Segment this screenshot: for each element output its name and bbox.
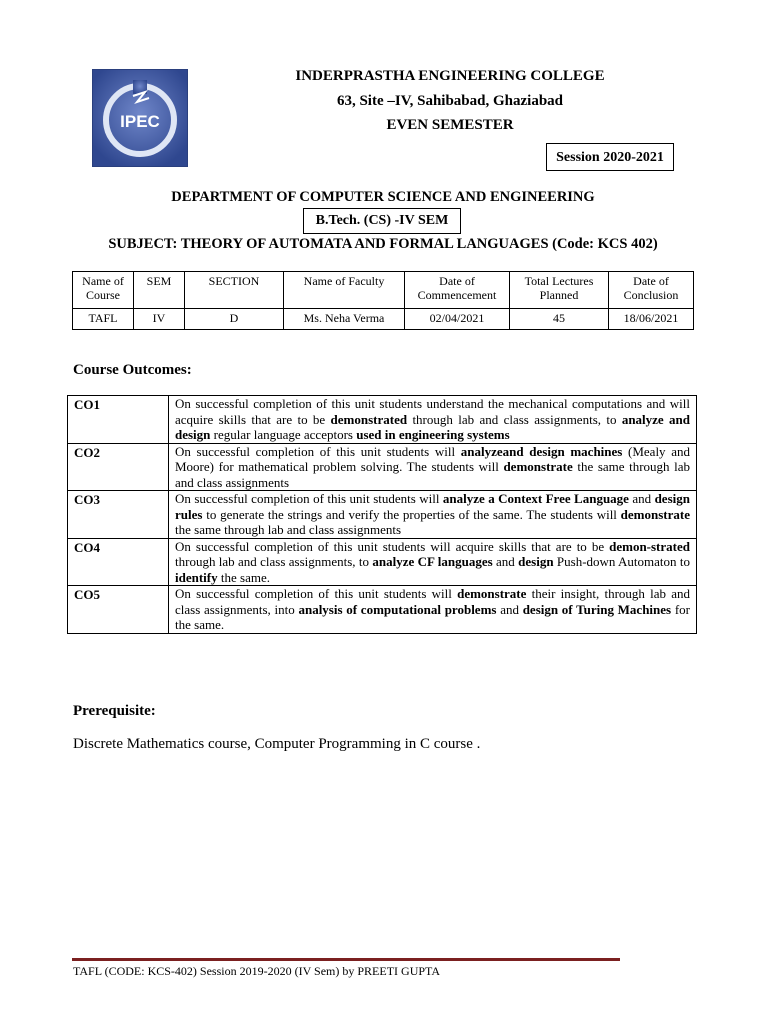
- outcome-code: CO1: [68, 396, 169, 444]
- outcome-text: through lab and class assignments, to: [175, 554, 373, 569]
- outcome-description: [169, 586, 697, 634]
- header-faculty: Name of Faculty: [284, 272, 405, 309]
- course-info-table: [72, 271, 694, 330]
- prerequisite-heading: Prerequisite:: [73, 703, 156, 719]
- outcome-row: [68, 586, 697, 634]
- department-title: DEPARTMENT OF COMPUTER SCIENCE AND ENGINEERING: [171, 189, 595, 205]
- outcome-text: the same through lab and class assignments: [175, 459, 690, 490]
- college-address: 63, Site –IV, Sahibabad, Ghaziabad: [336, 93, 564, 109]
- session-box: Session 2020-2021: [546, 143, 674, 171]
- table-row: [73, 309, 694, 330]
- outcome-text: On successful completion of this unit students will: [175, 443, 461, 459]
- outcome-emphasis: design: [518, 554, 554, 569]
- outcome-text: and: [628, 491, 655, 506]
- outcome-text: Push-down Automaton to: [553, 554, 690, 569]
- table-header-row: [73, 272, 694, 309]
- outcome-emphasis: design rules: [175, 491, 690, 522]
- outcome-emphasis: analyze a Context Free Language: [442, 491, 629, 506]
- outcome-emphasis: analyze and design: [175, 411, 691, 442]
- outcomes-table-body: [68, 396, 697, 634]
- outcomes-heading: Course Outcomes:: [73, 362, 192, 378]
- outcome-text: (Mealy and Moore) for mathematical problem solving. The students will: [175, 443, 690, 474]
- outcome-row: [68, 443, 697, 491]
- cell-lectures: 45: [510, 309, 609, 330]
- outcome-emphasis: demonstrate: [620, 506, 690, 522]
- header-section: SECTION: [185, 272, 284, 309]
- outcome-text: for the same.: [175, 601, 690, 632]
- outcome-code: CO5: [68, 586, 169, 634]
- footer-rule: [72, 958, 620, 961]
- outcome-emphasis: demonstrated: [330, 411, 408, 427]
- header-sem: SEM: [134, 272, 185, 309]
- outcome-emphasis: analyzeand design machines: [460, 443, 623, 459]
- semester-label: EVEN SEMESTER: [386, 117, 514, 133]
- outcome-text: On successful completion of this unit students will: [175, 586, 458, 601]
- outcomes-table: [67, 395, 697, 634]
- outcome-row: [68, 396, 697, 444]
- outcome-description: [169, 491, 697, 539]
- logo-text: IPEC: [120, 112, 160, 131]
- cell-faculty: Ms. Neha Verma: [284, 309, 405, 330]
- outcome-text: regular language acceptors: [210, 427, 357, 442]
- outcome-emphasis: design of Turing Machines: [522, 601, 672, 617]
- cell-section: D: [185, 309, 284, 330]
- outcome-text: On successful completion of this unit students will acquire skills that are to be: [175, 538, 610, 554]
- outcome-text: and: [492, 554, 519, 569]
- outcome-text: and: [496, 601, 523, 617]
- header-commencement: Date of Commencement: [405, 272, 510, 309]
- outcome-text: On successful completion of this unit students understand the mechanical computations and will acquire skills that are to be: [175, 396, 690, 427]
- program-box: B.Tech. (CS) -IV SEM: [303, 208, 461, 234]
- prerequisite-text: Discrete Mathematics course, Computer Programming in C course .: [73, 736, 481, 752]
- cell-course: TAFL: [73, 309, 134, 330]
- outcome-text: the same.: [217, 569, 270, 585]
- outcome-code: CO4: [68, 538, 169, 586]
- outcome-description: [169, 538, 697, 586]
- header-lectures: Total Lectures Planned: [510, 272, 609, 309]
- outcome-emphasis: used in engineering systems: [356, 427, 510, 442]
- outcome-text: the same through lab and class assignments: [175, 522, 402, 537]
- header-course: Name of Course: [73, 272, 134, 309]
- outcome-code: CO3: [68, 491, 169, 539]
- outcome-emphasis: identify: [175, 569, 218, 585]
- outcome-emphasis: analysis of computational problems: [298, 601, 497, 617]
- outcome-text: On successful completion of this unit students will: [175, 491, 443, 506]
- outcome-text: through lab and class assignments, to: [407, 411, 622, 427]
- header-conclusion: Date of Conclusion: [609, 272, 694, 309]
- outcome-emphasis: demon-strated: [609, 538, 690, 554]
- cell-conclusion: 18/06/2021: [609, 309, 694, 330]
- outcome-row: [68, 491, 697, 539]
- outcome-description: [169, 396, 697, 444]
- cell-sem: IV: [134, 309, 185, 330]
- college-logo: [92, 69, 188, 167]
- cell-commencement: 02/04/2021: [405, 309, 510, 330]
- outcome-code: CO2: [68, 443, 169, 491]
- outcome-emphasis: demonstrate: [457, 586, 527, 601]
- outcome-emphasis: demonstrate: [503, 459, 573, 474]
- outcome-emphasis: analyze CF languages: [372, 554, 493, 569]
- footer-text: TAFL (CODE: KCS-402) Session 2019-2020 (IV Sem) by PREETI GUPTA: [73, 964, 441, 978]
- subject-title: SUBJECT: THEORY OF AUTOMATA AND FORMAL LANGUAGES (Code: KCS 402): [108, 236, 658, 252]
- outcome-description: [169, 443, 697, 491]
- outcome-row: [68, 538, 697, 586]
- outcome-text: to generate the strings and verify the properties of the same. The students will: [202, 506, 621, 522]
- outcome-text: their insight, through lab and class assignments, into: [175, 586, 690, 617]
- college-name: INDERPRASTHA ENGINEERING COLLEGE: [295, 68, 605, 84]
